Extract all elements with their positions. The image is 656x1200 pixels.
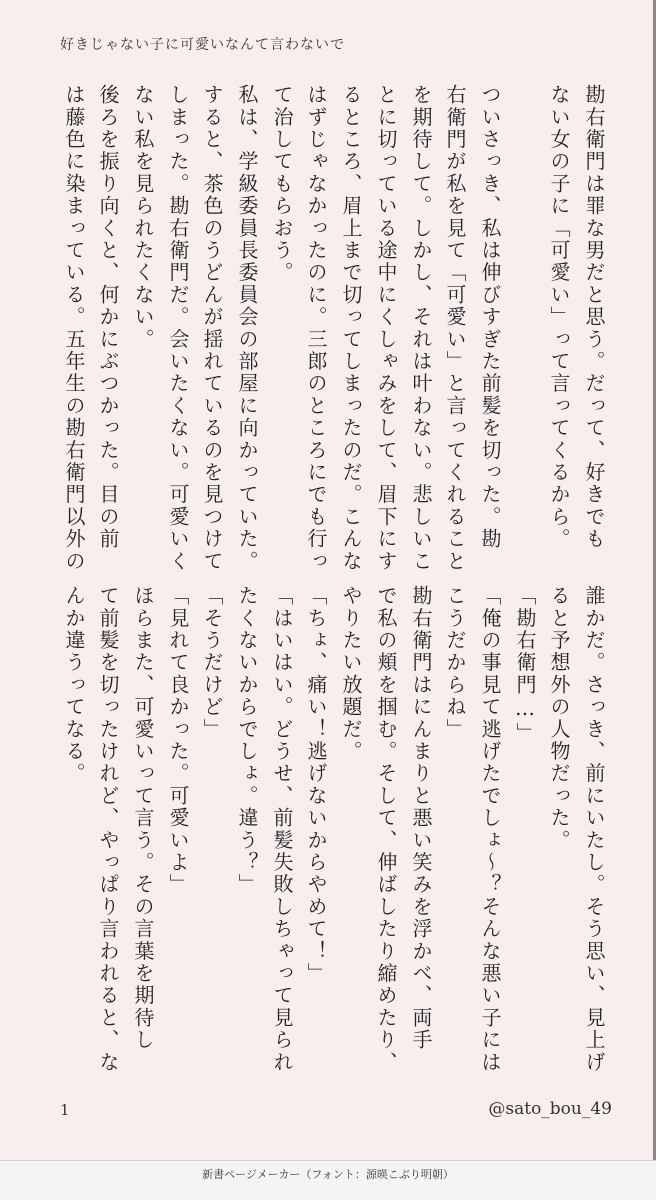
upper-text-column: ない女の子に「可愛い」って言ってくるから。	[547, 84, 571, 551]
lower-text-column: たくないからでしょ。違う？」	[235, 585, 259, 896]
upper-text-column: 私は、学級委員長委員会の部屋に向かっていた。	[235, 84, 259, 573]
document-title: 好きじゃない子に可愛いなんて言わないで	[60, 37, 345, 53]
upper-text-column: ない私を見られたくない。	[131, 84, 155, 351]
lower-text-column: 誰かだ。さっき、前にいたし。そう思い、見上げ	[582, 585, 606, 1074]
lower-text-column: 勘右衛門はにんまりと悪い笑みを浮かべ、両手	[409, 585, 433, 1052]
lower-text-column: 「見れて良かった。可愛いよ」	[166, 585, 190, 896]
upper-text-column: は藤色に染まっている。五年生の勘右衛門以外の	[62, 84, 86, 573]
lower-text-column: 「ちょ、痛い！逃げないからやめて！」	[304, 585, 328, 985]
upper-text-column: はずじゃなかったのに。三郎のところにでも行っ	[304, 84, 328, 573]
lower-text-column: 「そうだけど」	[200, 585, 224, 741]
upper-text-column: 後ろを振り向くと、何かにぶつかった。目の前	[96, 84, 120, 551]
author-handle: @sato_bou_49	[488, 1099, 612, 1119]
lower-text-column: 「はいはい。どうせ、前髪失敗しちゃって見られ	[270, 585, 294, 1074]
upper-text-column: とに切っている途中にくしゃみをして、眉下にす	[374, 84, 398, 573]
upper-text-column: 勘右衛門は罪な男だと思う。だって、好きでも	[582, 84, 606, 551]
upper-text-column: を期待して。しかし、それは叶わない。悲しいこ	[409, 84, 433, 573]
upper-text-column: るところ、眉上まで切ってしまったのだ。こんな	[339, 84, 363, 573]
upper-text-column: ついさっき、私は伸びすぎた前髪を切った。勘	[478, 84, 502, 551]
upper-text-column: しまった。勘右衛門だ。会いたくない。可愛いく	[166, 84, 190, 573]
lower-text-column: て前髪を切ったけれど、やっぱり言われると、な	[96, 585, 120, 1074]
lower-text-column: 「俺の事見て逃げたでしょ〜？そんな悪い子には	[478, 585, 502, 1074]
page-number: 1	[60, 1101, 70, 1119]
lower-text-column: んか違うってなる。	[62, 585, 86, 785]
upper-text-column: て治してもらおう。	[270, 84, 294, 284]
lower-text-column: ると予想外の人物だった。	[547, 585, 571, 852]
upper-text-column: すると、茶色のうどんが揺れているのを見つけて	[200, 84, 224, 573]
lower-text-column: で私の頬を掴む。そして、伸ばしたり縮めたり、	[374, 585, 398, 1074]
lower-text-column: やりたい放題だ。	[339, 585, 363, 763]
footer-credit: 新書ページメーカー（フォント：源暎こぶり明朝）	[202, 1168, 454, 1181]
lower-text-column: 「勘右衛門…」	[513, 585, 537, 745]
lower-text-column: こうだからね」	[443, 585, 467, 741]
lower-text-column: ほらまた、可愛いって言う。その言葉を期待し	[131, 585, 155, 1052]
upper-text-column: 右衛門が私を見て「可愛い」と言ってくれること	[443, 84, 467, 573]
